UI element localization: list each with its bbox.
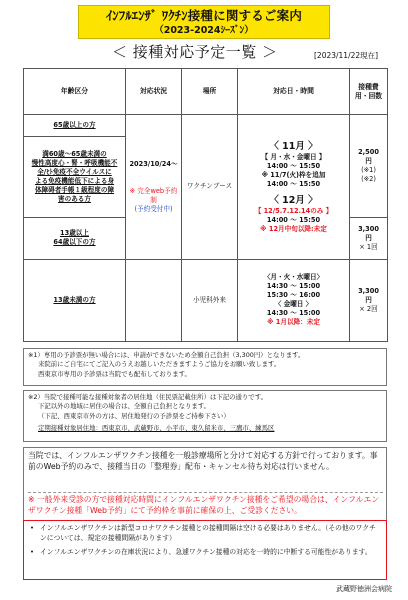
age-under-13: 13歳未満の方 xyxy=(24,259,126,341)
age-60-65-disability: 満60歳～65歳未満の 慢性高度心・腎・呼吸機能不 全/ﾋﾄ免疫不全ウイルスに よる免疫機能低下による身 体障碍者手帳１級程度の障 害のある方 xyxy=(24,137,126,217)
table-row xyxy=(24,259,388,341)
fee-cell-2: 3,300 円 × 1回 xyxy=(350,217,388,259)
heading-row xyxy=(0,41,408,63)
place-pediatrics: 小児科外来 xyxy=(182,259,238,341)
note-2-line: 定期接種対象居住地：西東京市、武蔵野市、小平市、東久留米市、三鷹市、練馬区 xyxy=(38,424,275,433)
note-2-line: ※2）当院で接種可能な接種対象者の居住地（住民票記載住所）は下記の通りです。 xyxy=(28,393,267,401)
header-fee: 接種費用・回数 xyxy=(350,69,388,115)
fee-cell-1: 2,500 円 (※1) (※2) xyxy=(350,115,388,217)
note-2-line: （下記、西東京市外の方は、居住地発行の予診票をご持参下さい） xyxy=(38,411,230,420)
age-65-plus: 65歳以上の方 xyxy=(24,115,126,137)
bullet-covid-interval: • インフルエンザワクチンは新型コロナワクチン接種との接種間隔は空ける必要はありません。（その他のワクチンについては、規定の接種間隔があります） xyxy=(30,524,380,544)
note-1-line: 来院前にご自宅にてご記入のうえお越しいただきますようご協力をお願い致します。 xyxy=(38,360,281,369)
bottom-notice-box xyxy=(23,520,387,580)
table-header-row xyxy=(24,69,388,115)
title-banner xyxy=(78,5,330,39)
note-2-line: 下記以外の地域に居住の場合は、全額自己負担となります。 xyxy=(38,402,211,411)
info-paragraph-policy: 当院では、インフルエンザワクチン接種を一般診療場所と分けて対応する方針で行っております。事前のWeb予約のみで、接種当日の「整理券」配布・キャンセル待ち対応は行いません。 xyxy=(28,451,378,471)
note-1-line: 西東京市専用の予診票は当院でも配布しております。 xyxy=(38,369,191,378)
title-main: ｲﾝﾌﾙｴﾝｻﾞ ﾜｸﾁﾝ接種に関するご案内 xyxy=(105,8,303,23)
fee-cell-3: 3,300 円 × 2回 xyxy=(350,259,388,341)
table-row xyxy=(24,115,388,137)
datetime-pediatrics: 〈月・火・水曜日〉 14:30 ～ 15:00 15:30 ～ 16:00 〈 金曜日 〉 14:30 ～ 15:00 ※ 1月以降：未定 xyxy=(238,259,350,341)
header-place: 場所 xyxy=(182,69,238,115)
header-datetime: 対応日・時間 xyxy=(238,69,350,115)
place-vaccine-booth: ワクチンブース xyxy=(182,115,238,260)
as-of-date: [2023/11/22現在] xyxy=(314,51,379,60)
schedule-table xyxy=(23,68,388,342)
bullet-stock-notice: • インフルエンザワクチンの在庫状況により、急遽ワクチン接種の対応を一時的に中断する可能性があります。 xyxy=(30,548,380,558)
note-1-line: ※1）専用の予診票が無い場合には、申請ができないため全額自己負担（3,300円）となります。 xyxy=(28,351,305,359)
info-paragraph-outpatient: ※ 一般外来受診の方で接種対応時間にインフルエンザワクチン接種をご希望の場合は、インフルエンザワクチン接種「Web予約」にて予約枠を事前に確保の上、ご受診ください。 xyxy=(28,495,380,515)
note-2-box xyxy=(23,390,387,442)
status-cell-empty xyxy=(126,259,182,341)
status-cell xyxy=(126,115,182,260)
age-13-64: 13歳以上 64歳以下の方 xyxy=(24,217,126,259)
schedule-heading: ＜ 接種対応予定一覧 ＞ xyxy=(112,43,278,61)
divider xyxy=(28,492,383,493)
datetime-booth: 〈 11月 〉 【 月・水・金曜日 】 14:00 ～ 15:50 ※ 11/7(火)枠を追加 14:00 ～ 15:50 〈 12月 〉 【 12/5.7.12.14のみ 】 14:00 ～ 15:50 ※ 12月中旬以降:未定 xyxy=(238,115,350,260)
status-note-web: ※ 完全web予約制 xyxy=(129,186,178,204)
title-sub: （2023-2024ｼｰｽﾞﾝ） xyxy=(154,25,254,36)
header-status: 対応状況 xyxy=(126,69,182,115)
hospital-name: 武蔵野徳洲会病院 xyxy=(336,585,392,593)
header-age: 年齢区分 xyxy=(24,69,126,115)
status-note-accepting: (予約受付中) xyxy=(134,204,173,213)
status-date: 2023/10/24～ xyxy=(129,159,178,168)
note-1-box xyxy=(23,348,387,386)
